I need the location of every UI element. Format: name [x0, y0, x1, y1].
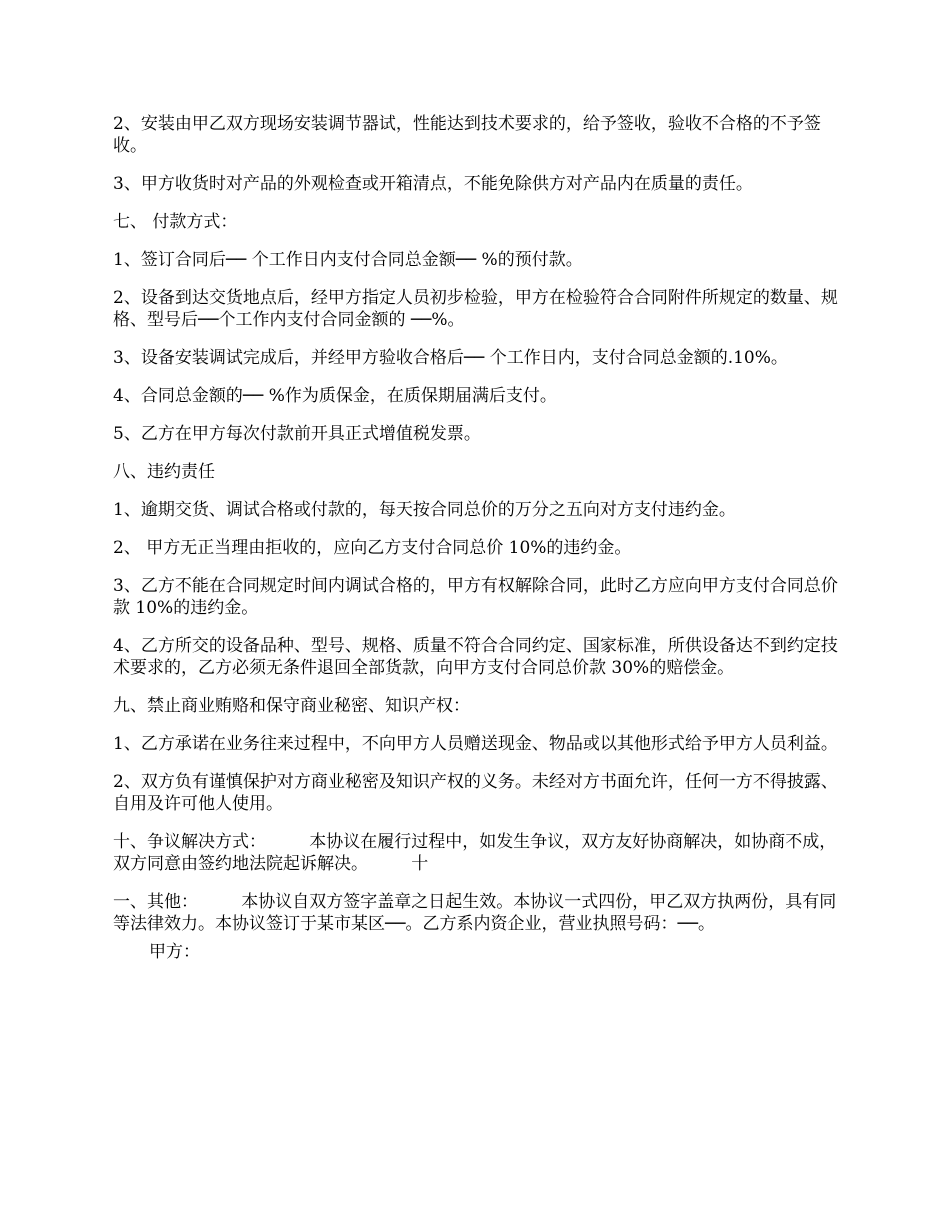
section-heading-payment: 七、 付款方式： — [113, 212, 238, 232]
paragraph-acceptance-3: 3、甲方收货时对产品的外观检查或开箱清点，不能免除供方对产品内在质量的责任。 — [113, 174, 753, 194]
document-page — [113, 113, 838, 979]
paragraph-acceptance-2: 2、安装由甲乙双方现场安装调节器试，性能达到技术要求的，给予签收，验收不合格的不予签收。 — [113, 114, 821, 156]
paragraph-liability-1: 1、逾期交货、调试合格或付款的，每天按合同总价的万分之五向对方支付违约金。 — [113, 500, 736, 520]
signature-party-a — [113, 941, 838, 963]
paragraph-payment-5: 5、乙方在甲方每次付款前开具正式增值税发票。 — [113, 424, 481, 444]
paragraph-other: 一、其他： 本协议自双方签字盖章之日起生效。本协议一式四份，甲乙双方执两份，具有同等法律效力。本协议签订于某市某区──。乙方系内资企业，营业执照号码：──。 — [113, 892, 837, 934]
section-heading-liability: 八、违约责任 — [113, 462, 215, 482]
paragraph-payment-2: 2、设备到达交货地点后，经甲方指定人员初步检验，甲方在检验符合合同附件所规定的数量、规格、型号后──个工作内支付合同金额的 ──%。 — [113, 288, 838, 330]
paragraph-liability-2: 2、 甲方无正当理由拒收的，应向乙方支付合同总价 10%的违约金。 — [113, 538, 632, 558]
section-heading-confidentiality: 九、禁止商业贿赂和保守商业秘密、知识产权： — [113, 696, 470, 716]
paragraph-confidentiality-2: 2、双方负有谨慎保护对方商业秘密及知识产权的义务。未经对方书面允许，任何一方不得披露、自用及许可他人使用。 — [113, 772, 838, 814]
signature-party-a-label: 甲方： — [149, 942, 200, 962]
paragraph-liability-3: 3、乙方不能在合同规定时间内调试合格的，甲方有权解除合同，此时乙方应向甲方支付合同总价款 10%的违约金。 — [113, 576, 838, 618]
paragraph-liability-4: 4、乙方所交的设备品种、型号、规格、质量不符合合同约定、国家标准，所供设备达不到约定技术要求的，乙方必须无条件退回全部货款，向甲方支付合同总价款 30%的赔偿金。 — [113, 636, 838, 678]
paragraph-payment-3: 3、设备安装调试完成后，并经甲方验收合格后── 个工作日内，支付合同总金额的.10%。 — [113, 348, 788, 368]
paragraph-dispute-resolution: 十、争议解决方式： 本协议在履行过程中，如发生争议，双方友好协商解决，如协商不成，双方同意由签约地法院起诉解决。 十 — [113, 832, 837, 874]
paragraph-confidentiality-1: 1、乙方承诺在业务往来过程中，不向甲方人员赠送现金、物品或以其他形式给予甲方人员利益。 — [113, 734, 838, 754]
paragraph-payment-1: 1、签订合同后── 个工作日内支付合同总金额── %的预付款。 — [113, 250, 583, 270]
paragraph-payment-4: 4、合同总金额的── %作为质保金，在质保期届满后支付。 — [113, 386, 557, 406]
